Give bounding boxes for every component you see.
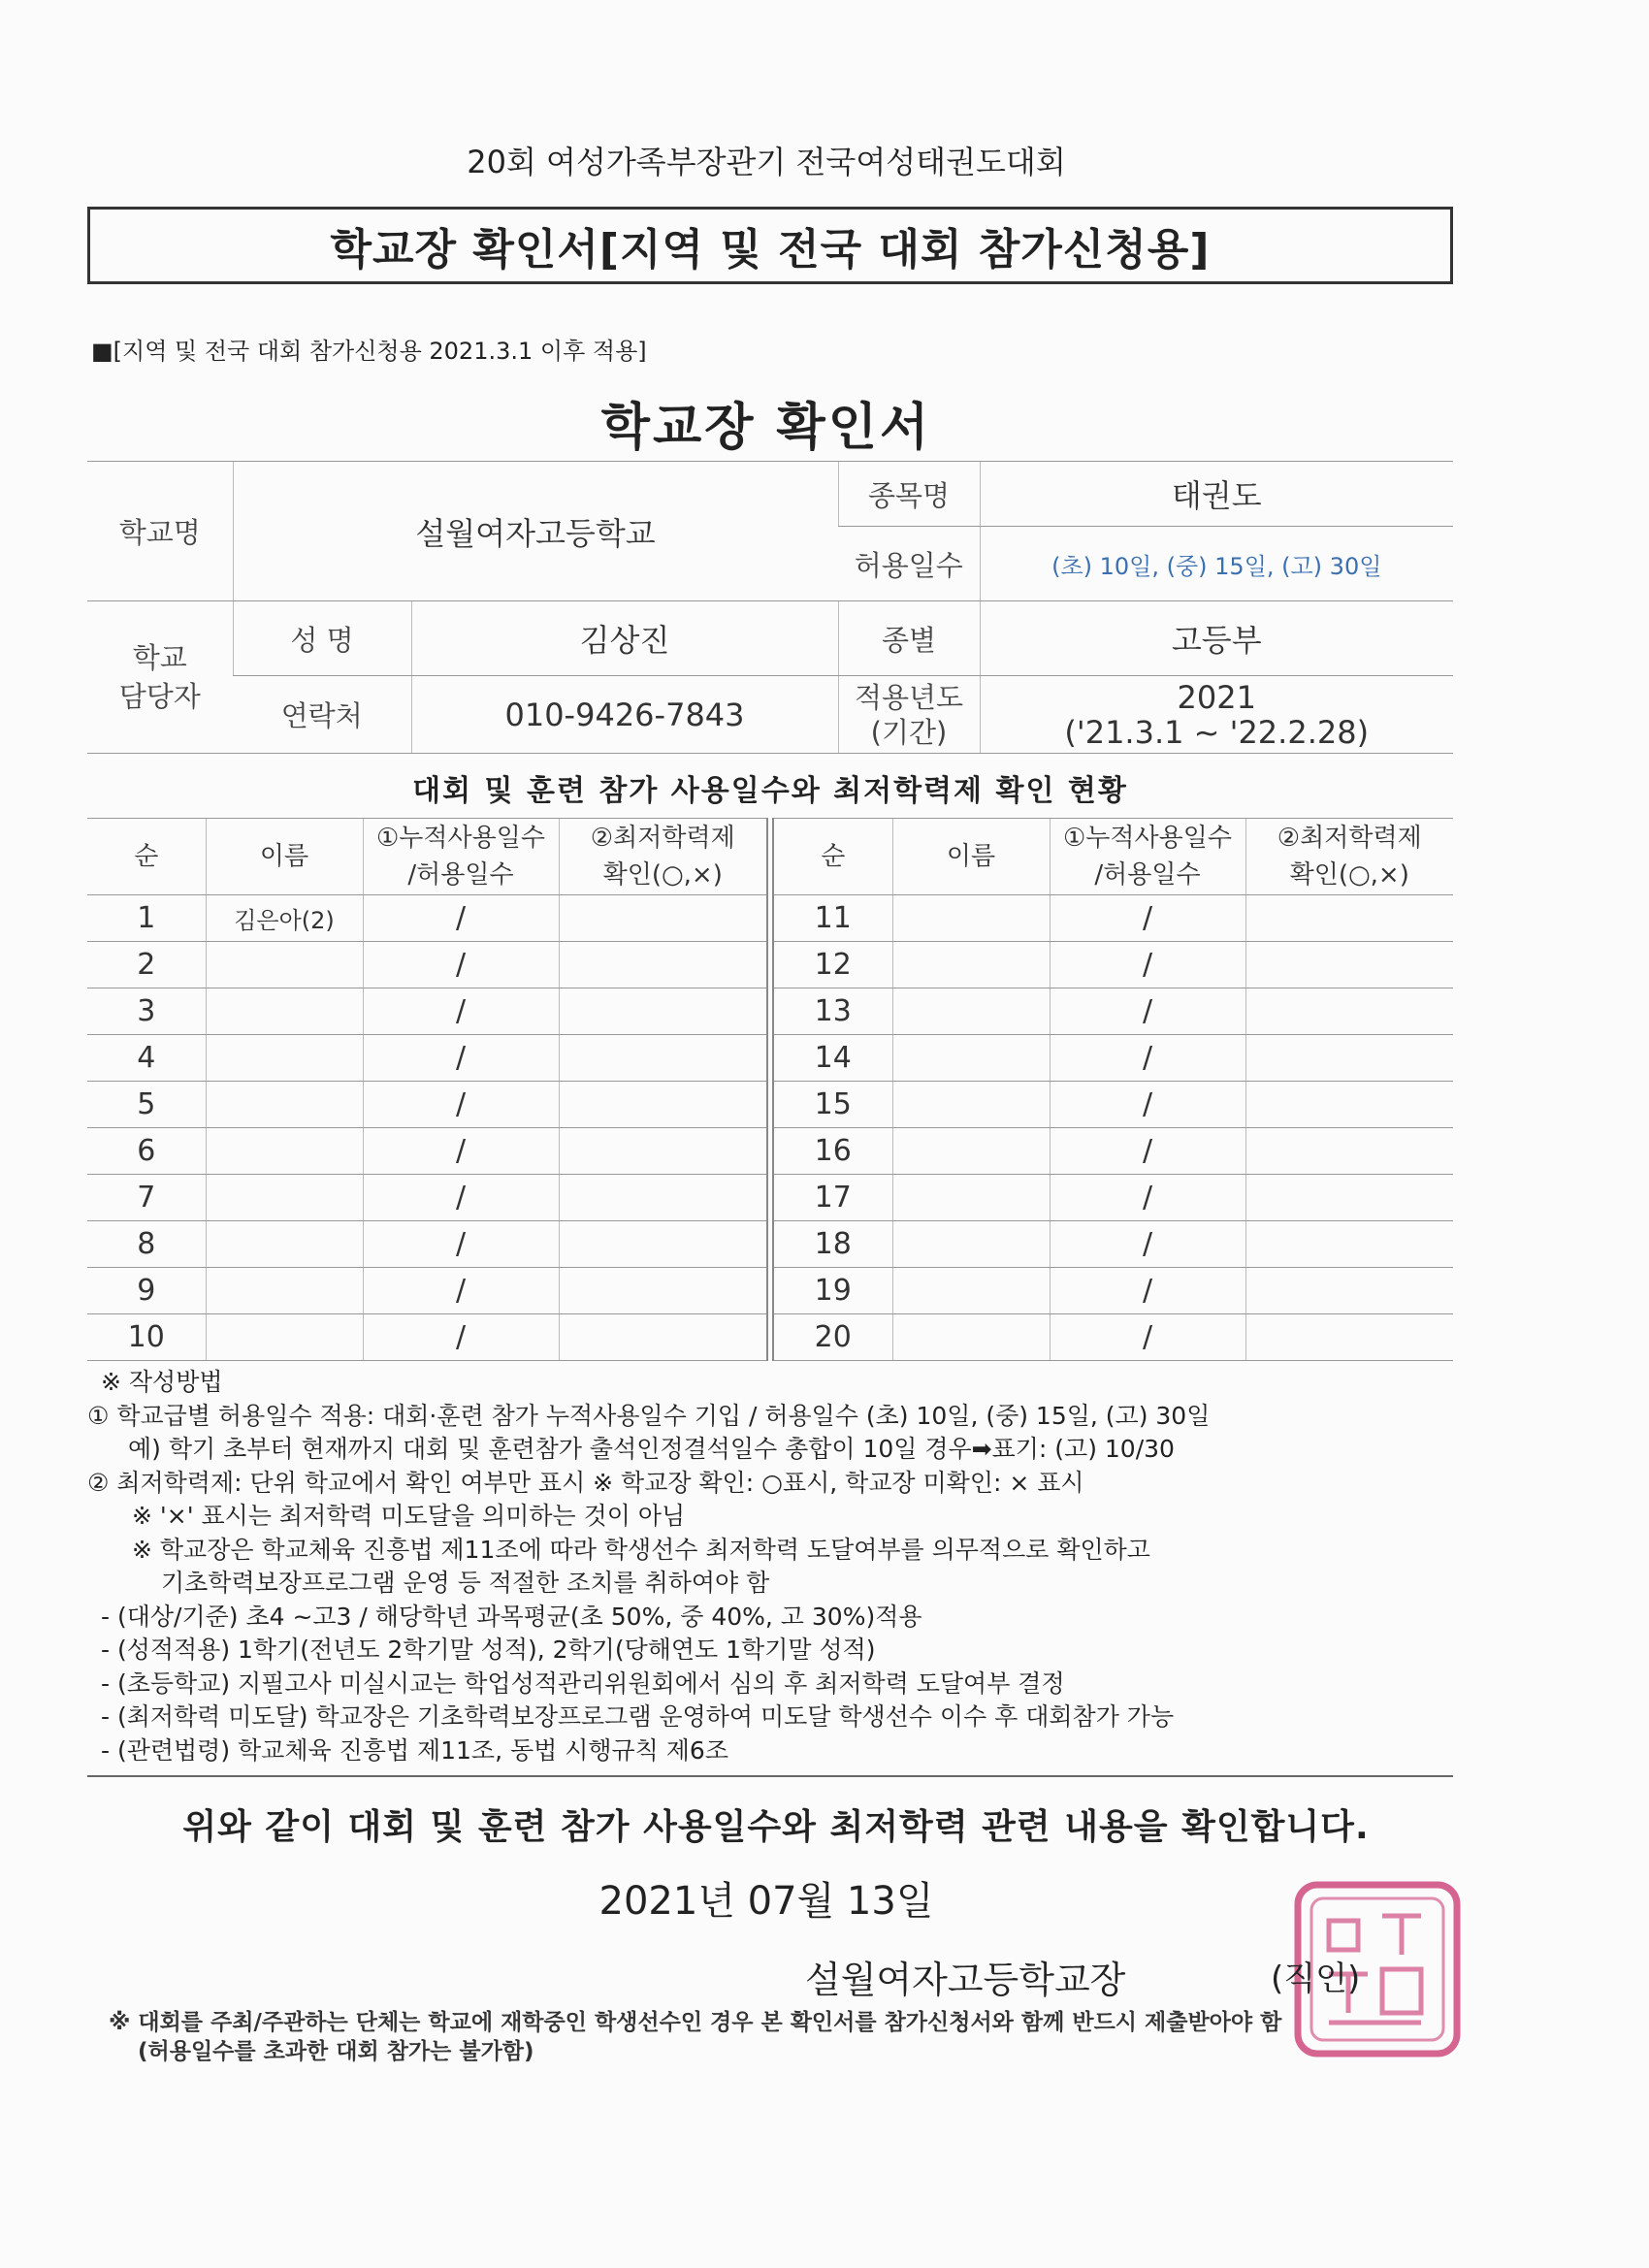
usage-note: ■[지역 및 전국 대회 참가신청용 2021.3.1 이후 적용] [91,338,647,365]
header-name: 이름 [892,819,1050,895]
contact-person-label: 학교 담당자 [87,601,233,754]
table-row [87,1128,766,1175]
phone-label: 연락처 [233,676,411,754]
row-number: 7 [87,1175,206,1221]
table-row [774,1128,1453,1175]
row-name [892,1128,1050,1175]
row-name [206,1082,363,1128]
row-number: 15 [774,1082,892,1128]
row-days: / [363,1221,559,1268]
footnote-line: (허용일수를 초과한 대회 참가는 불가함) [138,2039,534,2064]
method-line: - (대상/기준) 초4 ~고3 / 해당학년 과목평균(초 50%, 중 40%, 고 30%)적용 [101,1602,922,1631]
row-check [559,1128,766,1175]
method-heading: ※ 작성방법 [101,1368,223,1396]
header-name: 이름 [206,819,363,895]
table-row [87,1035,766,1082]
row-days: / [1050,988,1245,1035]
row-days: / [1050,895,1245,942]
info-table [87,461,1453,754]
date: 2021년 07월 13일 [598,1879,934,1924]
row-name [206,1128,363,1175]
period-value: ('21.3.1 ~ '22.2.28) [1064,713,1370,751]
header-no: 순 [774,819,892,895]
school-label: 학교명 [87,462,233,601]
row-number: 18 [774,1221,892,1268]
row-number: 3 [87,988,206,1035]
row-days: / [363,1082,559,1128]
row-number: 6 [87,1128,206,1175]
row-days: / [363,1314,559,1361]
table-row [774,895,1453,942]
row-name [206,942,363,988]
row-number: 2 [87,942,206,988]
method-line: 기초학력보장프로그램 운영 등 적절한 조치를 취하여야 함 [161,1569,770,1597]
row-days: / [363,988,559,1035]
form-title: 학교장 확인서 [600,399,932,457]
footnote-line: ※ 대회를 주최/주관하는 단체는 학교에 재학중인 학생선수인 경우 본 확인서를 참가신청서와 함께 반드시 제출받아야 함 [109,2010,1282,2035]
name-label: 성 명 [233,601,411,676]
table-row [87,988,766,1035]
table-row [774,988,1453,1035]
seal-label: (직인) [1271,1960,1361,1998]
row-name [206,1314,363,1361]
row-name [206,1035,363,1082]
row-days: / [1050,942,1245,988]
row-check [559,1268,766,1314]
row-days: / [1050,1268,1245,1314]
name-value: 김상진 [411,601,838,676]
table-row [774,1221,1453,1268]
row-days: / [1050,1035,1245,1082]
footnote [109,2008,1281,2066]
row-name [892,1175,1050,1221]
row-number: 12 [774,942,892,988]
method-line: - (관련법령) 학교체육 진흥법 제11조, 동법 시행규칙 제6조 [101,1735,728,1765]
method-line: ① 학교급별 허용일수 적용: 대회·훈련 참가 누적사용일수 기입 / 허용일수 (초) 10일, (중) 15일, (고) 30일 [87,1401,1211,1430]
confirm-text: 위와 같이 대회 및 훈련 참가 사용일수와 최저학력 관련 내용을 확인합니다. [182,1807,1370,1847]
row-name [892,942,1050,988]
event-title: 20회 여성가족부장관기 전국여성태권도대회 [467,144,1066,180]
table-row [774,1035,1453,1082]
table-row [87,1221,766,1268]
writing-method [87,1366,1523,1767]
method-line: 예) 학기 초부터 현재까지 대회 및 훈련참가 출석인정결석일수 총합이 10일 경우➡표기: (고) 10/30 [128,1435,1175,1463]
year-label: 적용년도 (기간) [838,676,980,754]
row-check [1245,895,1453,942]
row-check [1245,942,1453,988]
table-divider [766,818,774,1361]
row-days: / [1050,1082,1245,1128]
row-days: / [363,1268,559,1314]
row-days: / [363,942,559,988]
row-check [1245,1035,1453,1082]
method-line: - (최저학력 미도달) 학교장은 기초학력보장프로그램 운영하여 미도달 학생선수 이수 후 대회참가 가능 [101,1702,1175,1731]
school-value: 설월여자고등학교 [233,462,838,601]
header-check: ②최저학력제 확인(○,×) [559,819,766,895]
division-value: 고등부 [980,601,1453,676]
row-name [892,1035,1050,1082]
row-check [559,1082,766,1128]
table-row [87,942,766,988]
row-days: / [363,895,559,942]
table-row [87,1082,766,1128]
signer: 설월여자고등학교장 [805,1959,1126,2001]
header-check: ②최저학력제 확인(○,×) [1245,819,1453,895]
row-check [1245,1175,1453,1221]
divider-line [87,1775,1453,1777]
row-check [559,942,766,988]
header-no: 순 [87,819,206,895]
header-days: ①누적사용일수 /허용일수 [363,819,559,895]
allowed-days-label: 허용일수 [838,527,980,601]
year-cell [980,676,1453,754]
status-table [87,818,1453,1361]
table-row [87,895,766,942]
table-row [774,1175,1453,1221]
row-number: 8 [87,1221,206,1268]
row-name [206,1268,363,1314]
row-check [1245,1314,1453,1361]
row-name [892,1221,1050,1268]
row-name [206,988,363,1035]
row-name [206,1221,363,1268]
row-number: 16 [774,1128,892,1175]
row-check [559,1314,766,1361]
row-number: 9 [87,1268,206,1314]
row-name [892,988,1050,1035]
sport-value: 태권도 [980,462,1453,527]
method-line: - (성적적용) 1학기(전년도 2학기말 성적), 2학기(당해연도 1학기말 성적) [101,1636,876,1664]
row-check [1245,1268,1453,1314]
row-number: 17 [774,1175,892,1221]
method-line: ※ '×' 표시는 최저학력 미도달을 의미하는 것이 아님 [132,1502,686,1530]
method-line: - (초등학교) 지필고사 미실시교는 학업성적관리위원회에서 심의 후 최저학력 도달여부 결정 [101,1669,1065,1698]
row-number: 10 [87,1314,206,1361]
row-days: / [1050,1314,1245,1361]
row-name: 김은아(2) [206,895,363,942]
table-row [774,1314,1453,1361]
row-name [206,1175,363,1221]
row-check [559,895,766,942]
table-row [774,1268,1453,1314]
row-days: / [363,1175,559,1221]
method-line: ② 최저학력제: 단위 학교에서 확인 여부만 표시 ※ 학교장 확인: ○표시, 학교장 미확인: × 표시 [87,1468,1084,1497]
status-heading: 대회 및 훈련 참가 사용일수와 최저학력제 확인 현황 [412,774,1128,808]
status-table-right [774,818,1453,1361]
header-days: ①누적사용일수 /허용일수 [1050,819,1245,895]
row-check [1245,1128,1453,1175]
row-number: 11 [774,895,892,942]
method-line: ※ 학교장은 학교체육 진흥법 제11조에 따라 학생선수 최저학력 도달여부를 의무적으로 확인하고 [132,1535,1150,1564]
table-row [774,942,1453,988]
row-name [892,1268,1050,1314]
row-number: 13 [774,988,892,1035]
row-number: 19 [774,1268,892,1314]
row-name [892,1314,1050,1361]
row-check [1245,1082,1453,1128]
phone-value: 010-9426-7843 [411,676,838,754]
row-days: / [1050,1221,1245,1268]
row-check [1245,988,1453,1035]
row-days: / [1050,1128,1245,1175]
row-check [1245,1221,1453,1268]
row-name [892,1082,1050,1128]
row-check [559,1035,766,1082]
table-row [87,1175,766,1221]
table-row [87,1268,766,1314]
row-check [559,988,766,1035]
row-check [559,1175,766,1221]
document-title: 학교장 확인서[지역 및 전국 대회 참가신청용] [87,207,1453,284]
row-number: 20 [774,1314,892,1361]
status-table-left [87,818,766,1361]
row-number: 5 [87,1082,206,1128]
row-number: 1 [87,895,206,942]
division-label: 종별 [838,601,980,676]
row-number: 14 [774,1035,892,1082]
row-name [892,895,1050,942]
allowed-days-value: (초) 10일, (중) 15일, (고) 30일 [980,527,1453,601]
year-value: 2021 [1177,678,1256,716]
sport-label: 종목명 [838,462,980,527]
row-check [559,1221,766,1268]
row-days: / [363,1035,559,1082]
row-days: / [1050,1175,1245,1221]
table-row [774,1082,1453,1128]
row-number: 4 [87,1035,206,1082]
table-row [87,1314,766,1361]
row-days: / [363,1128,559,1175]
